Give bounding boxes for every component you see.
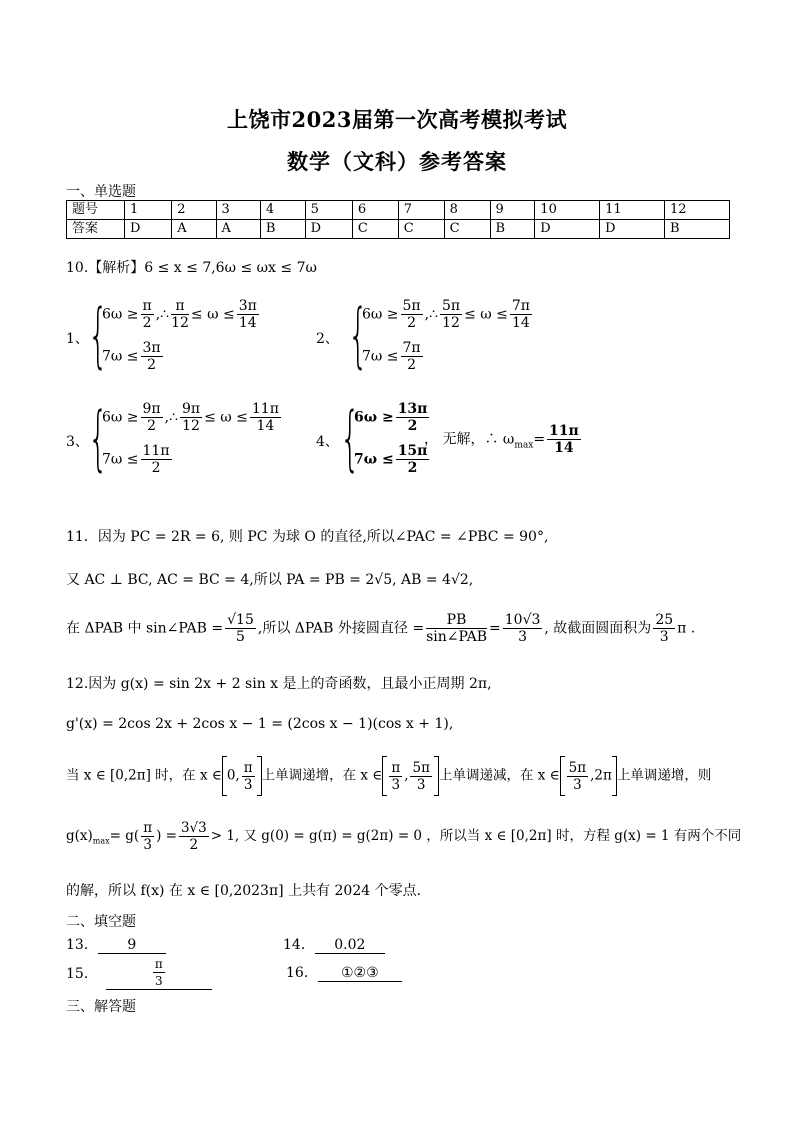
case-label: 2、	[316, 331, 339, 347]
q12-line-2: g'(x) = 2cos 2x + 2cos x − 1 = (2cos x − 1)(cos x + 1),	[66, 716, 454, 732]
q15-answer: 15． $\frac{\pi}{3}$	[66, 956, 212, 990]
case-bottom-inequality: 7ω ≤ $\frac{11\pi}{2}$	[102, 443, 170, 476]
q10-case-2	[316, 294, 576, 378]
section-heading-fill-blank: 二、填空题	[66, 914, 136, 930]
q14-answer: 14． 0.02	[283, 934, 385, 954]
question-number: 6	[352, 201, 398, 220]
page-title: 上饶市2023届第一次高考模拟考试	[227, 107, 567, 132]
answer-table	[66, 200, 730, 239]
case-bottom-inequality: 7ω ≤ $\frac{3\pi}{2}$	[102, 340, 161, 373]
question-number: 12	[665, 201, 730, 220]
answer-cell: B	[260, 220, 305, 239]
answer-cell: B	[490, 220, 535, 239]
case-label: 1、	[66, 331, 89, 347]
case-label: 4、	[316, 434, 339, 450]
case-label: 3、	[66, 434, 89, 450]
question-number: 7	[398, 201, 444, 220]
q11-line-3: 在 ΔPAB 中 sin∠PAB = $\frac{√15}{5}$ ,所以 ΔPAB 外接圆直径 = $\frac{PB}{\text{sin∠PAB}}$ = $\frac{10√3}{3}$ , 故截面圆面积为 $\frac{25}{3}$ π .	[66, 612, 696, 645]
brace-symbol: {	[348, 294, 369, 376]
case-conclusion: ， 无解，∴ $\omega_{max}=$ $\frac{11\pi}{14}$	[424, 423, 579, 456]
answer-cell: C	[444, 220, 490, 239]
question-number: 11	[600, 201, 665, 220]
question-number: 10	[535, 201, 600, 220]
answer-cell: C	[398, 220, 444, 239]
question-number: 4	[260, 201, 305, 220]
page-subtitle: 数学（文科）参考答案	[287, 149, 507, 174]
question-number-row	[67, 201, 730, 220]
answer-row	[67, 220, 730, 239]
question-number: 9	[490, 201, 535, 220]
question-number: 3	[216, 201, 260, 220]
case-bottom-inequality: 7ω ≤ $\frac{15\pi}{2}$	[354, 443, 428, 476]
case-bottom-inequality: 7ω ≤ $\frac{7\pi}{2}$	[362, 340, 421, 373]
q12-line-3: 当 x ∈ [0,2π] 时，在 x ∈ 0, $\frac{\pi}{3}$ 上单调递增，在 x ∈ $\frac{\pi}{3}$ , $\frac{5\pi}{3}$ 上单调递减，在 x ∈ $\frac{5\pi}{3}$ ,2π 上单调递增，则	[66, 756, 711, 796]
case-top-inequality: 6ω ≥ $\frac{\pi}{2}$ ,∴ $\frac{\pi}{12}$ ≤ ω ≤ $\frac{3\pi}{14}$	[102, 298, 257, 331]
q16-answer: 16． ①②③	[286, 962, 402, 982]
answer-cell: C	[352, 220, 398, 239]
brace-symbol: {	[340, 397, 361, 479]
answer-cell: A	[216, 220, 260, 239]
case-top-inequality: 6ω ≥ $\frac{5\pi}{2}$ ,∴ $\frac{5\pi}{12}$ ≤ ω ≤ $\frac{7\pi}{14}$	[362, 298, 530, 331]
q12-line-5: 的解，所以 f(x) 在 x ∈ [0,2023π] 上共有 2024 个零点.	[66, 883, 422, 899]
q10-case-3	[66, 397, 326, 481]
q11-line-2: 又 AC ⊥ BC, AC = BC = 4,所以 PA = PB = 2√5, AB = 4√2,	[66, 572, 474, 588]
q10-case-1	[66, 294, 306, 378]
q11-line-1: 11．因为 PC = 2R = 6, 则 PC 为球 O 的直径,所以∠PAC = ∠PBC = 90°,	[66, 529, 549, 545]
case-top-inequality: 6ω ≥ $\frac{13\pi}{2}$	[354, 401, 428, 434]
brace-symbol: {	[88, 294, 109, 376]
brace-symbol: {	[88, 397, 109, 479]
answer-cell: A	[172, 220, 216, 239]
answer-cell: D	[535, 220, 600, 239]
answer-cell: B	[665, 220, 730, 239]
answer-cell: D	[305, 220, 352, 239]
row-label-question: 题号	[67, 201, 125, 220]
row-label-answer: 答案	[67, 220, 125, 239]
question-number: 5	[305, 201, 352, 220]
q10-case-4	[316, 397, 616, 481]
q10-intro: 10.【解析】6 ≤ x ≤ 7,6ω ≤ ωx ≤ 7ω	[66, 260, 317, 276]
section-heading-single-choice: 一、单选题	[66, 184, 136, 200]
q12-line-1: 12.因为 g(x) = sin 2x + 2 sin x 是上的奇函数，且最小正周期 2π,	[66, 676, 492, 692]
q12-line-4: $g(x)_{max}= g$( $\frac{\pi}{3}$ ) = $\frac{3√3}{2}$ > 1, 又 g(0) = g(π) = g(2π) = 0 ，所以当 x ∈ [0,2π] 时，方程 g(x) = 1 有两个不同	[66, 820, 742, 853]
question-number: 1	[125, 201, 172, 220]
question-number: 8	[444, 201, 490, 220]
section-heading-solutions: 三、解答题	[66, 999, 136, 1015]
q13-answer: 13． 9	[66, 934, 166, 954]
question-number: 2	[172, 201, 216, 220]
case-top-inequality: 6ω ≥ $\frac{9\pi}{2}$ ,∴ $\frac{9\pi}{12}$ ≤ ω ≤ $\frac{11\pi}{14}$	[102, 401, 279, 434]
answer-cell: D	[600, 220, 665, 239]
answer-cell: D	[125, 220, 172, 239]
